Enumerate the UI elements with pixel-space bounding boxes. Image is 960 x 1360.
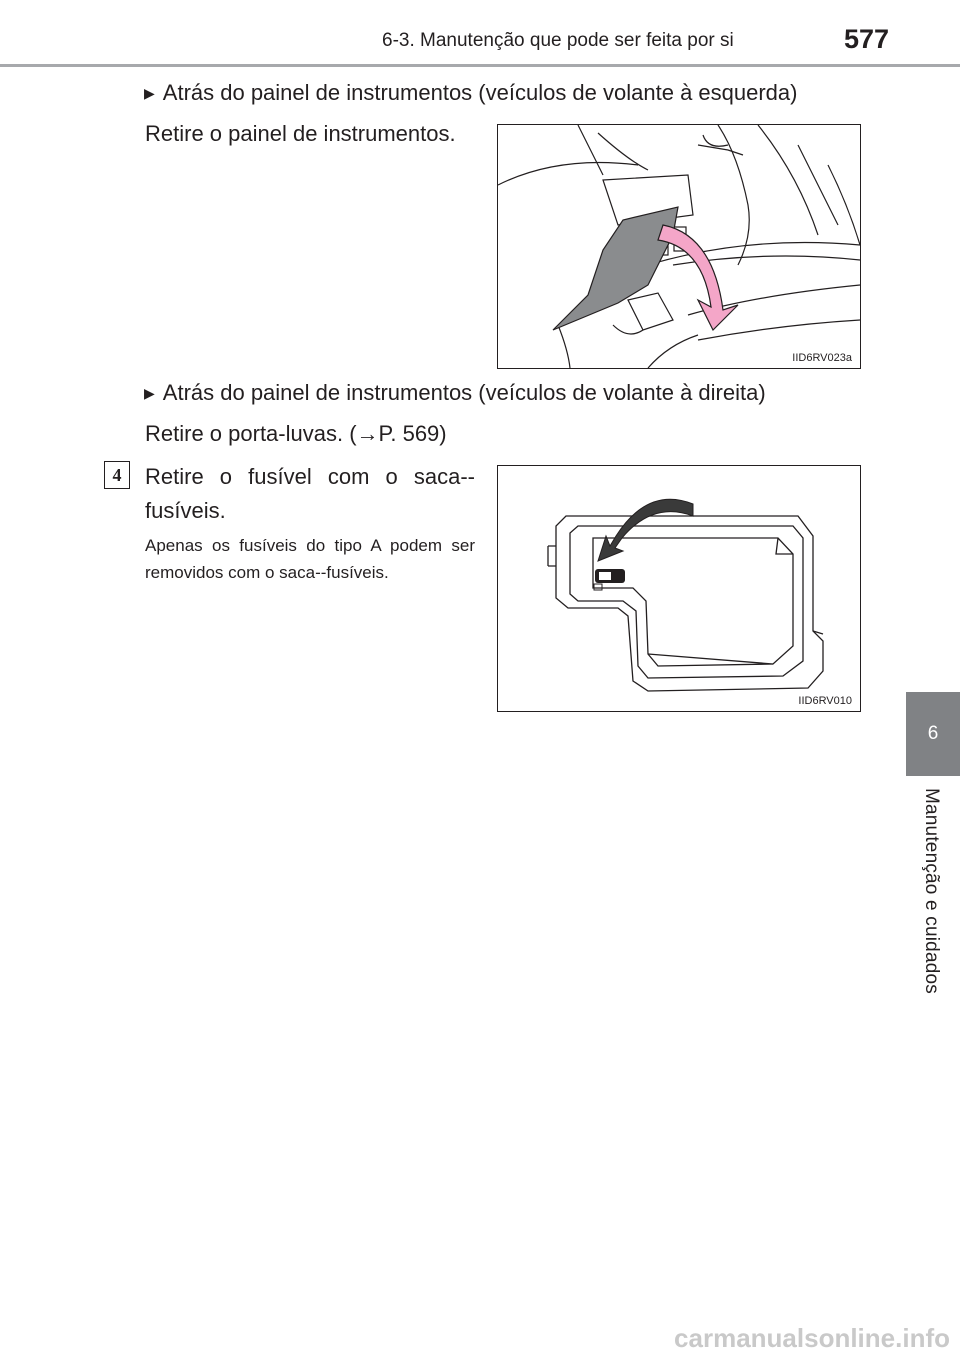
- fuse-puller-icon: [594, 569, 625, 590]
- bullet-rhd-text: Atrás do painel de instrumentos (veículos de volante à direita): [162, 380, 766, 405]
- chapter-tab: [906, 692, 960, 776]
- chapter-title: Manutenção e cuidados: [921, 788, 942, 994]
- figure-fuse-puller: [497, 465, 861, 712]
- header-divider: [0, 64, 960, 67]
- bullet-lhd-text: Atrás do painel de instrumentos (veículos de volante à esquerda): [162, 80, 798, 105]
- watermark: carmanualsonline.info: [674, 1323, 950, 1353]
- figure2-code: IID6RV010: [798, 695, 852, 707]
- instrument-panel-illustration: [498, 125, 860, 368]
- step-number-box: 4: [104, 461, 130, 489]
- instruction-remove-panel: Retire o painel de instrumentos.: [145, 121, 456, 146]
- chapter-number: 6: [927, 723, 939, 744]
- step-text: Retire o fusível com o saca--fusíveis.: [145, 464, 475, 523]
- page-number: 577: [844, 24, 890, 54]
- instruction-remove-glovebox: Retire o porta-luvas. (→P. 569): [145, 421, 447, 446]
- triangle-bullet-icon: ▶: [144, 85, 155, 101]
- note-text: Apenas os fusíveis do tipo A podem ser removidos com o saca--fusíveis.: [145, 536, 475, 582]
- section-title: 6-3. Manutenção que pode ser feita por si: [382, 30, 734, 51]
- triangle-bullet-icon: ▶: [144, 385, 155, 401]
- bullet-rhd: [144, 380, 766, 406]
- figure-instrument-panel: [497, 124, 861, 369]
- figure1-code: IID6RV023a: [792, 352, 852, 364]
- pull-direction-arrow-icon: [598, 499, 693, 561]
- bullet-lhd: [144, 80, 797, 106]
- fuse-box-illustration: [498, 466, 860, 711]
- panel-cover-shape: [553, 207, 678, 330]
